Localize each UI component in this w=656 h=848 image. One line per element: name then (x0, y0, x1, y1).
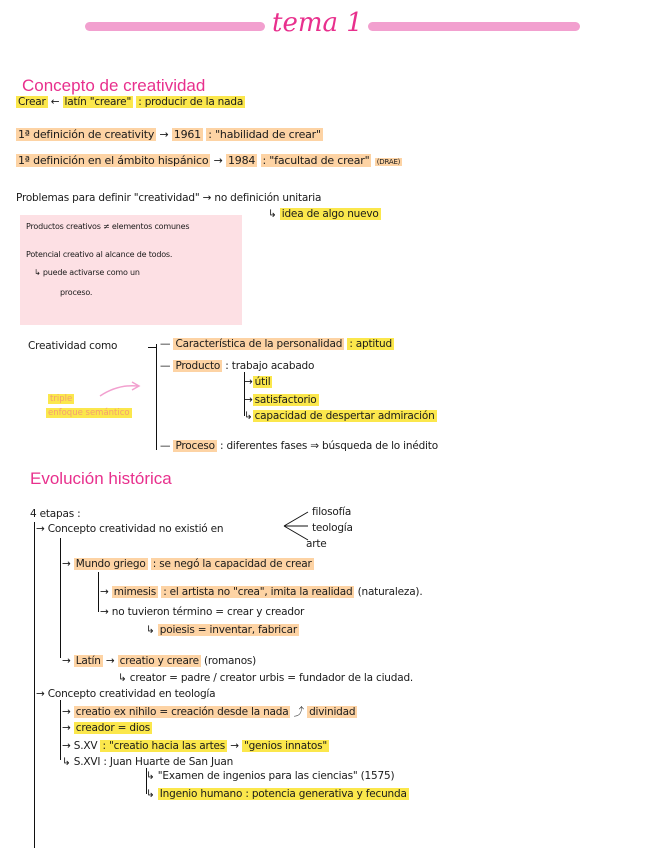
crear-def: : producir de la nada (138, 96, 244, 108)
latin-label: Latín (75, 655, 101, 667)
branch-arte: arte (306, 538, 327, 550)
griego-line: → Mundo griego : se negó la capacidad de crear (62, 558, 312, 570)
examen-line: ↳ "Examen de ingenios para las ciencias" (1575) (146, 770, 395, 782)
sub-vertical-2 (60, 700, 61, 760)
latin-paren: (romanos) (203, 655, 257, 667)
griego-label: Mundo griego (75, 558, 146, 570)
ex-nihilo-line: → creatio ex nihilo = creación desde la nada ⤴ divinidad (62, 706, 356, 718)
title-underline-left (85, 22, 265, 31)
item1-label: Característica de la personalidad (175, 338, 343, 350)
corner-arrow-icon: ↳ (268, 208, 277, 220)
item1-value: : aptitud (349, 338, 392, 350)
latin-text: creatio y creare (119, 655, 199, 667)
item2-value: : trabajo acabado (225, 360, 315, 372)
pink-box-line1: Productos creativos ≠ elementos comunes (26, 222, 190, 231)
branch-filosofia: filosofía (312, 506, 352, 518)
item2-label: Producto (175, 360, 221, 372)
item3-value: : diferentes fases (219, 440, 308, 452)
title-underline-right (368, 22, 580, 31)
item3-result: búsqueda de lo inédito (322, 440, 438, 452)
creator-text: creator = padre / creator urbis = fundador de la ciudad. (129, 672, 414, 684)
pink-arrow-icon (98, 380, 142, 400)
def1-label: 1ª definición de creativity (18, 128, 155, 141)
problemas-label: Problemas para definir "creatividad" (16, 192, 200, 204)
item-producto: — Producto : trabajo acabado (160, 360, 315, 372)
crear-label: Crear (18, 96, 46, 108)
ingenio-line: ↳ Ingenio humano : potencia generativa y fecunda (146, 788, 407, 800)
mimesis-text: : el artista no "crea", imita la realidad (163, 586, 353, 598)
concepto-no: Concepto creatividad no existió en (47, 523, 224, 535)
examen: "Examen de ingenios para las ciencias" (157, 770, 358, 782)
sxvi-text: : Juan Huarte de San Juan (103, 756, 234, 768)
double-arrow-icon: ⇒ (310, 440, 319, 452)
item-personalidad: — Característica de la personalidad : aptitud (160, 338, 392, 350)
def1-line (16, 128, 323, 141)
sub1-text: útil (254, 376, 271, 388)
creator-line: ↳ creator = padre / creator urbis = fundador de la ciudad. (118, 672, 414, 684)
ingenio: Ingenio humano : potencia generativa y fecunda (159, 788, 407, 800)
sxvi-label: S.XVI (73, 756, 101, 768)
pink-box-line3-text: puede activarse como un (42, 268, 140, 277)
teologia-label: Concepto creatividad en teología (47, 688, 216, 700)
section-heading-evolucion: Evolución histórica (30, 469, 172, 488)
no-termino-line: → no tuvieron término = crear y creador (100, 606, 305, 618)
no-termino: no tuvieron término = crear y creador (111, 606, 305, 618)
arrow-icon: → (213, 154, 223, 167)
sub2-text: satisfactorio (254, 394, 317, 406)
def1-text: : "habilidad de crear" (208, 128, 321, 141)
sxv-line: → S.XV : "creatio hacia las artes → "genios innatos" (62, 740, 328, 752)
mimesis-label: mimesis (113, 586, 157, 598)
def2-year: 1984 (228, 154, 256, 167)
side-note1: triple (50, 394, 73, 404)
poiesis-line: ↳ poiesis = inventar, fabricar (146, 624, 297, 636)
sub-satisfactorio: → satisfactorio (244, 394, 317, 406)
sub-vertical-1 (60, 538, 61, 658)
latin-line: → Latín → creatio y creare (romanos) (62, 655, 257, 667)
def2-label: 1ª definición en el ámbito hispánico (18, 154, 209, 167)
problema-2-line (268, 208, 381, 220)
section-heading-concepto: Concepto de creatividad (22, 76, 206, 95)
corner-arrow-icon: ↳ (34, 268, 41, 277)
crear-origin: latín "creare" (64, 96, 132, 108)
sxv-text: : "creatio hacia las artes (102, 740, 226, 752)
page-title: tema 1 (272, 8, 363, 38)
mimesis-paren: (naturaleza). (357, 586, 423, 598)
ex-nihilo: creatio ex nihilo = creación desde la nada (75, 706, 289, 718)
arrow-icon: → (159, 128, 169, 141)
problema-2: idea de algo nuevo (281, 208, 379, 220)
item-proceso: — Proceso : diferentes fases ⇒ búsqueda de lo inédito (160, 440, 438, 452)
divinidad: divinidad (309, 706, 356, 718)
side-note2: enfoque semántico (48, 408, 130, 418)
pink-box-line2: Potencial creativo al alcance de todos. (26, 250, 173, 259)
etapas-label: 4 etapas : (30, 508, 81, 520)
problemas-line (16, 192, 321, 204)
teologia-line: → Concepto creatividad en teología (36, 688, 216, 700)
sxvi-line: ↳ S.XVI : Juan Huarte de San Juan (62, 756, 234, 768)
problema-1: no definición unitaria (214, 192, 322, 204)
sub-util: → útil (244, 376, 271, 388)
side-note-triple (48, 394, 74, 404)
def1-year: 1961 (173, 128, 201, 141)
sub3-text: capacidad de despertar admiración (254, 410, 435, 422)
sub-capacidad: ↳ capacidad de despertar admiración (244, 410, 435, 422)
creador-dios: creador = dios (75, 722, 151, 734)
pink-box-line3 (34, 268, 140, 277)
item3-label: Proceso (175, 440, 215, 452)
creatividad-como-label: Creatividad como (28, 340, 118, 352)
creador-dios-line: → creador = dios (62, 722, 151, 734)
main-vertical (34, 522, 35, 848)
def2-line (16, 154, 402, 167)
arrow-icon: ← (50, 96, 60, 108)
pink-box-line4: proceso. (60, 288, 93, 297)
sxv-label: S.XV (73, 740, 98, 752)
side-note-enfoque (46, 408, 132, 418)
arrow-icon: → (202, 192, 212, 204)
griego-vertical (98, 572, 99, 612)
poiesis: poiesis = inventar, fabricar (159, 624, 297, 636)
sxv-result: "genios innatos" (243, 740, 328, 752)
def2-text: : "facultad de crear" (262, 154, 370, 167)
griego-text: : se negó la capacidad de crear (152, 558, 312, 570)
mimesis-line: → mimesis : el artista no "crea", imita la realidad (naturaleza). (100, 586, 423, 598)
def2-source: (DRAE) (376, 158, 401, 166)
crear-line (16, 96, 245, 108)
concepto-no-line: → Concepto creatividad no existió en (36, 523, 224, 535)
bracket-tick (148, 347, 156, 348)
branch-teologia: teología (312, 522, 353, 534)
bracket-vertical (156, 344, 157, 450)
examen-year: (1575) (360, 770, 395, 782)
